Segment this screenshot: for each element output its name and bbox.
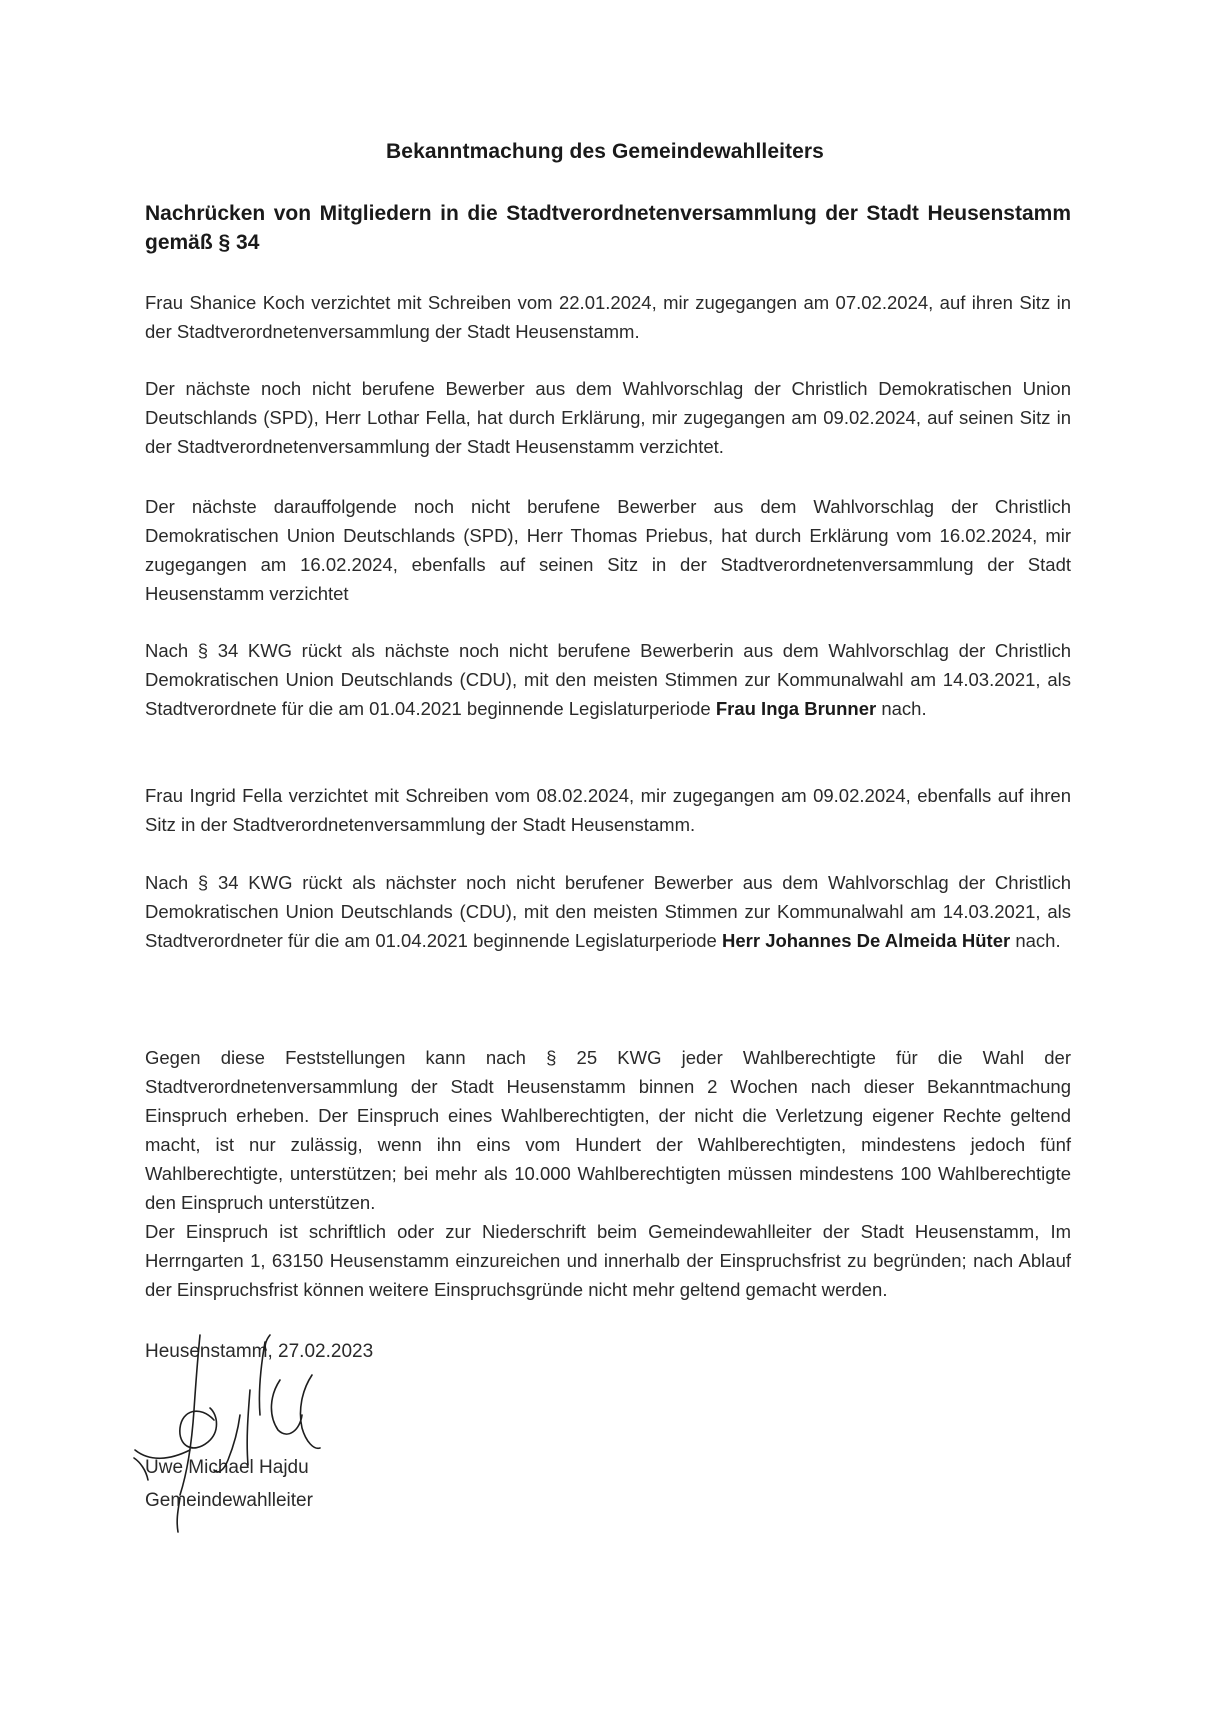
document-subtitle: Nachrücken von Mitgliedern in die Stadtverordnetenversammlung der Stadt Heusenstamm gemäß § 34 <box>145 202 1071 254</box>
successor-name: Herr Johannes De Almeida Hüter <box>722 930 1011 951</box>
successor-name: Frau Inga Brunner <box>715 698 877 719</box>
paragraph-priebus-resignation: Der nächste darauffolgende noch nicht berufene Bewerber aus dem Wahlvorschlag der Christlich Demokratischen Union Deutschlands (SPD), Herr Thomas Priebus, hat durch Erklärung vom 16.02.2024, mir zugegangen am 16.02.2024, ebenfalls auf seinen Sitz in der Stadtverordnetenversammlung der Stadt Heusenstamm verzichtet <box>145 496 1071 604</box>
signatory-name: Uwe Michael Hajdu <box>145 1457 309 1478</box>
paragraph-koch-resignation: Frau Shanice Koch verzichtet mit Schreiben vom 22.01.2024, mir zugegangen am 07.02.2024, auf ihren Sitz in der Stadtverordnetenversammlung der Stadt Heusenstamm. <box>145 292 1071 342</box>
paragraph-objection-procedure: Der Einspruch ist schriftlich oder zur Niederschrift beim Gemeindewahlleiter der Stadt Heusenstamm, Im Herrngarten 1, 63150 Heusenstamm einzureichen und innerhalb der Einspruchsfrist zu begründen; nach Ablauf der Einspruchsfrist können weitere Einspruchsgründe nicht mehr geltend gemacht werden. <box>145 1221 1071 1300</box>
place-date: Heusenstamm, 27.02.2023 <box>145 1341 374 1362</box>
paragraph-hueter-succession <box>145 868 1071 955</box>
paragraph-text: Nach § 34 KWG rückt als nächster noch nicht berufener Bewerber aus dem Wahlvorschlag der Christlich Demokratischen Union Deutschlands (CDU), mit den meisten Stimmen zur Kommunalwahl am 14.03.2021, als Stadtverordneter für die am 01.04.2021 beginnende Legislaturperiode <box>145 872 1071 951</box>
paragraph-brunner-succession <box>145 636 1071 723</box>
paragraph-suffix: nach. <box>876 698 927 719</box>
paragraph-objection-rules: Gegen diese Feststellungen kann nach § 25 KWG jeder Wahlberechtigte für die Wahl der Stadtverordnetenversammlung der Stadt Heusenstamm binnen 2 Wochen nach dieser Bekanntmachung Einspruch erheben. Der Einspruch eines Wahlberechtigten, der nicht die Verletzung eigener Rechte geltend macht, ist nur zulässig, wenn ihn eins vom Hundert der Wahlberechtigten, mindestens jedoch fünf Wahlberechtigte, unterstützen; bei mehr als 10.000 Wahlberechtigten müssen mindestens 100 Wahlberechtigte den Einspruch unterstützen. <box>145 1047 1071 1213</box>
paragraph-lothar-fella-resignation: Der nächste noch nicht berufene Bewerber aus dem Wahlvorschlag der Christlich Demokratischen Union Deutschlands (SPD), Herr Lothar Fella, hat durch Erklärung, mir zugegangen am 09.02.2024, auf seinen Sitz in der Stadtverordnetenversammlung der Stadt Heusenstamm verzichtet. <box>145 378 1071 457</box>
signatory-role: Gemeindewahlleiter <box>145 1490 313 1511</box>
paragraph-suffix: nach. <box>1010 930 1061 951</box>
paragraph-text: Nach § 34 KWG rückt als nächste noch nicht berufene Bewerberin aus dem Wahlvorschlag der Christlich Demokratischen Union Deutschlands (CDU), mit den meisten Stimmen zur Kommunalwahl am 14.03.2021, als Stadtverordnete für die am 01.04.2021 beginnende Legislaturperiode <box>145 640 1071 719</box>
document-title: Bekanntmachung des Gemeindewahlleiters <box>386 140 824 163</box>
handwritten-signature <box>130 1320 360 1540</box>
paragraph-ingrid-fella-resignation: Frau Ingrid Fella verzichtet mit Schreiben vom 08.02.2024, mir zugegangen am 09.02.2024, ebenfalls auf ihren Sitz in der Stadtverordnetenversammlung der Stadt Heusenstamm. <box>145 785 1071 835</box>
